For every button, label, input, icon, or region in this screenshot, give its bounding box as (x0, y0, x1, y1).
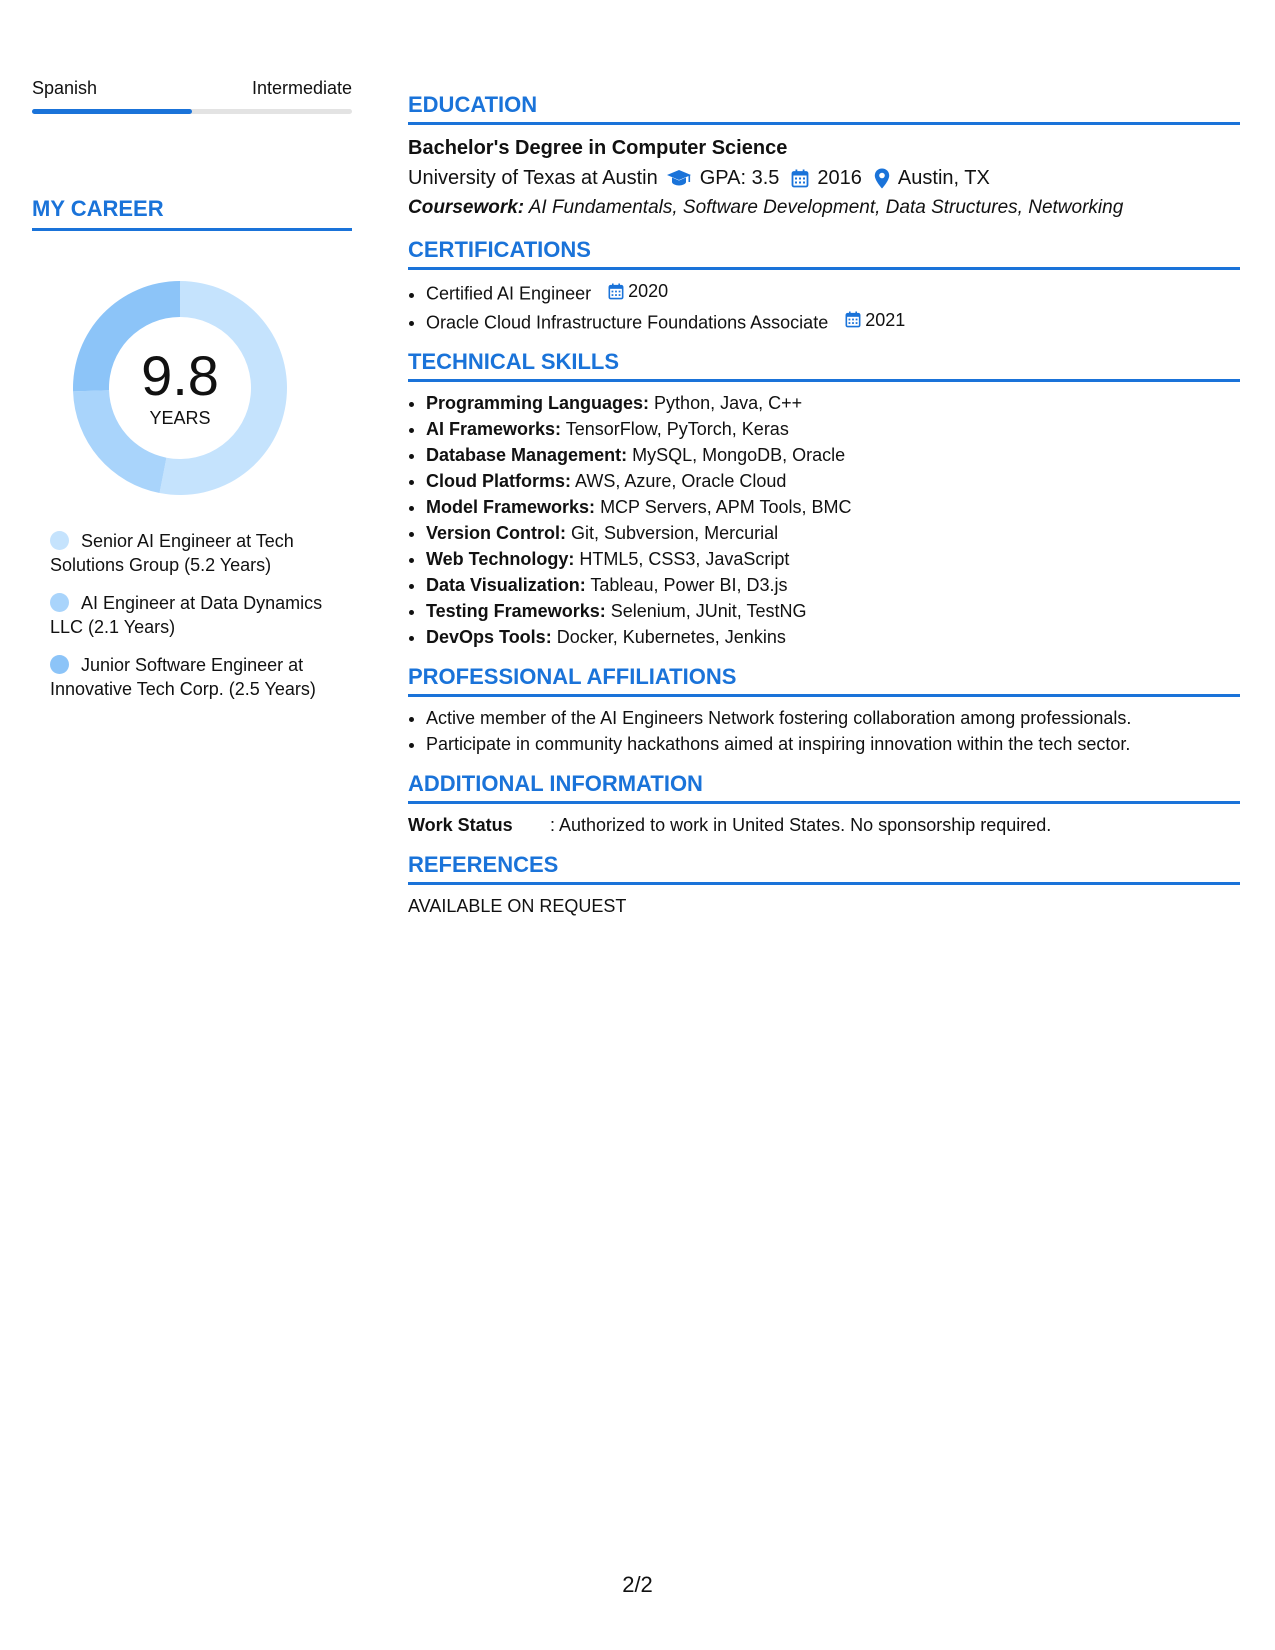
legend-item (50, 591, 350, 639)
list-item (426, 598, 1240, 624)
skill-value: Docker, Kubernetes, Jenkins (556, 627, 786, 647)
skills-section (408, 349, 1240, 650)
certification-name: Certified AI Engineer (426, 283, 592, 304)
skill-label: AI Frameworks: (426, 419, 562, 439)
legend-label: Senior AI Engineer at Tech Solutions Group (5.2 Years) (50, 531, 294, 575)
skill-label: Testing Frameworks: (426, 601, 606, 621)
language-proficiency-fill (32, 109, 192, 114)
list-item (426, 546, 1240, 572)
skill-label: DevOps Tools: (426, 627, 552, 647)
right-column (408, 92, 1240, 933)
list-item (426, 494, 1240, 520)
list-item (426, 416, 1240, 442)
affiliations-heading: PROFESSIONAL AFFILIATIONS (408, 664, 1240, 697)
education-section (408, 92, 1240, 223)
career-legend (32, 529, 350, 701)
certifications-section (408, 237, 1240, 335)
legend-dot-icon (50, 593, 69, 612)
list-item (426, 390, 1240, 416)
graduation-cap-icon (666, 169, 692, 187)
skill-value: HTML5, CSS3, JavaScript (579, 549, 790, 569)
coursework-list: AI Fundamentals, Software Development, Data Structures, Networking (528, 197, 1124, 218)
work-status-label: Work Status (408, 815, 513, 835)
list-item (426, 468, 1240, 494)
skill-label: Programming Languages: (426, 393, 650, 413)
career-donut-chart (65, 273, 295, 503)
list-item (426, 624, 1240, 650)
skill-value: Git, Subversion, Mercurial (571, 523, 779, 543)
certification-year: 2020 (628, 281, 669, 301)
skill-value: MCP Servers, APM Tools, BMC (600, 497, 852, 517)
list-item (426, 278, 1240, 307)
references-text: AVAILABLE ON REQUEST (408, 896, 627, 916)
calendar-icon (845, 311, 861, 328)
gpa: GPA: 3.5 (699, 167, 780, 189)
legend-item (50, 653, 350, 701)
left-column (32, 78, 352, 715)
skills-heading: TECHNICAL SKILLS (408, 349, 1240, 382)
calendar-icon (608, 283, 624, 300)
school-name: University of Texas at Austin (408, 167, 658, 189)
list-item: • Active member of the AI Engineers Network fostering collaboration among professionals. (426, 705, 1240, 731)
additional-section (408, 771, 1240, 838)
skill-label: Cloud Platforms: (426, 471, 572, 491)
list-item: • Participate in community hackathons aimed at inspiring innovation within the tech sector. (426, 731, 1240, 757)
skill-label: Web Technology: (426, 549, 575, 569)
skill-label: Data Visualization: (426, 575, 586, 595)
skill-value: MySQL, MongoDB, Oracle (632, 445, 846, 465)
affiliations-section (408, 664, 1240, 757)
coursework-label: Coursework: (408, 197, 525, 218)
skill-value: Python, Java, C++ (654, 393, 803, 413)
certifications-heading: CERTIFICATIONS (408, 237, 1240, 270)
skill-label: Model Frameworks: (426, 497, 596, 517)
language-name: Spanish (32, 78, 98, 98)
work-status-value: : Authorized to work in United States. No sponsorship required. (550, 815, 1052, 835)
skill-label: Version Control: (426, 523, 567, 543)
skill-value: TensorFlow, PyTorch, Keras (565, 419, 789, 439)
certification-name: Oracle Cloud Infrastructure Foundations Associate (426, 312, 829, 332)
career-total-unit: YEARS (149, 407, 211, 428)
skill-value: Tableau, Power BI, D3.js (590, 575, 788, 595)
legend-dot-icon (50, 655, 69, 674)
graduation-year: 2016 (817, 167, 862, 189)
skill-value: AWS, Azure, Oracle Cloud (575, 471, 787, 491)
skill-label: Database Management: (426, 445, 628, 465)
page-number: 2/2 (622, 1572, 653, 1597)
career-total-value: 9.8 (141, 343, 219, 407)
list-item (426, 572, 1240, 598)
education-heading: EDUCATION (408, 92, 1240, 125)
language-proficiency-bar (32, 109, 352, 114)
additional-heading: ADDITIONAL INFORMATION (408, 771, 1240, 804)
map-pin-icon (874, 168, 890, 189)
degree-title: Bachelor's Degree in Computer Science (408, 137, 788, 159)
certification-year: 2021 (865, 309, 906, 330)
language-item (32, 78, 352, 114)
career-heading: MY CAREER (32, 196, 352, 231)
education-location: Austin, TX (897, 167, 990, 189)
legend-item (50, 529, 350, 577)
legend-label: Junior Software Engineer at Innovative Tech Corp. (2.5 Years) (50, 655, 316, 699)
references-heading: REFERENCES (408, 852, 1240, 885)
calendar-icon (791, 169, 809, 188)
language-level: Intermediate (251, 78, 352, 98)
references-section (408, 852, 1240, 919)
list-item (426, 442, 1240, 468)
list-item (426, 520, 1240, 546)
legend-dot-icon (50, 531, 69, 550)
legend-label: AI Engineer at Data Dynamics LLC (2.1 Years) (50, 593, 323, 637)
skill-value: Selenium, JUnit, TestNG (610, 601, 807, 621)
list-item (426, 307, 1240, 336)
